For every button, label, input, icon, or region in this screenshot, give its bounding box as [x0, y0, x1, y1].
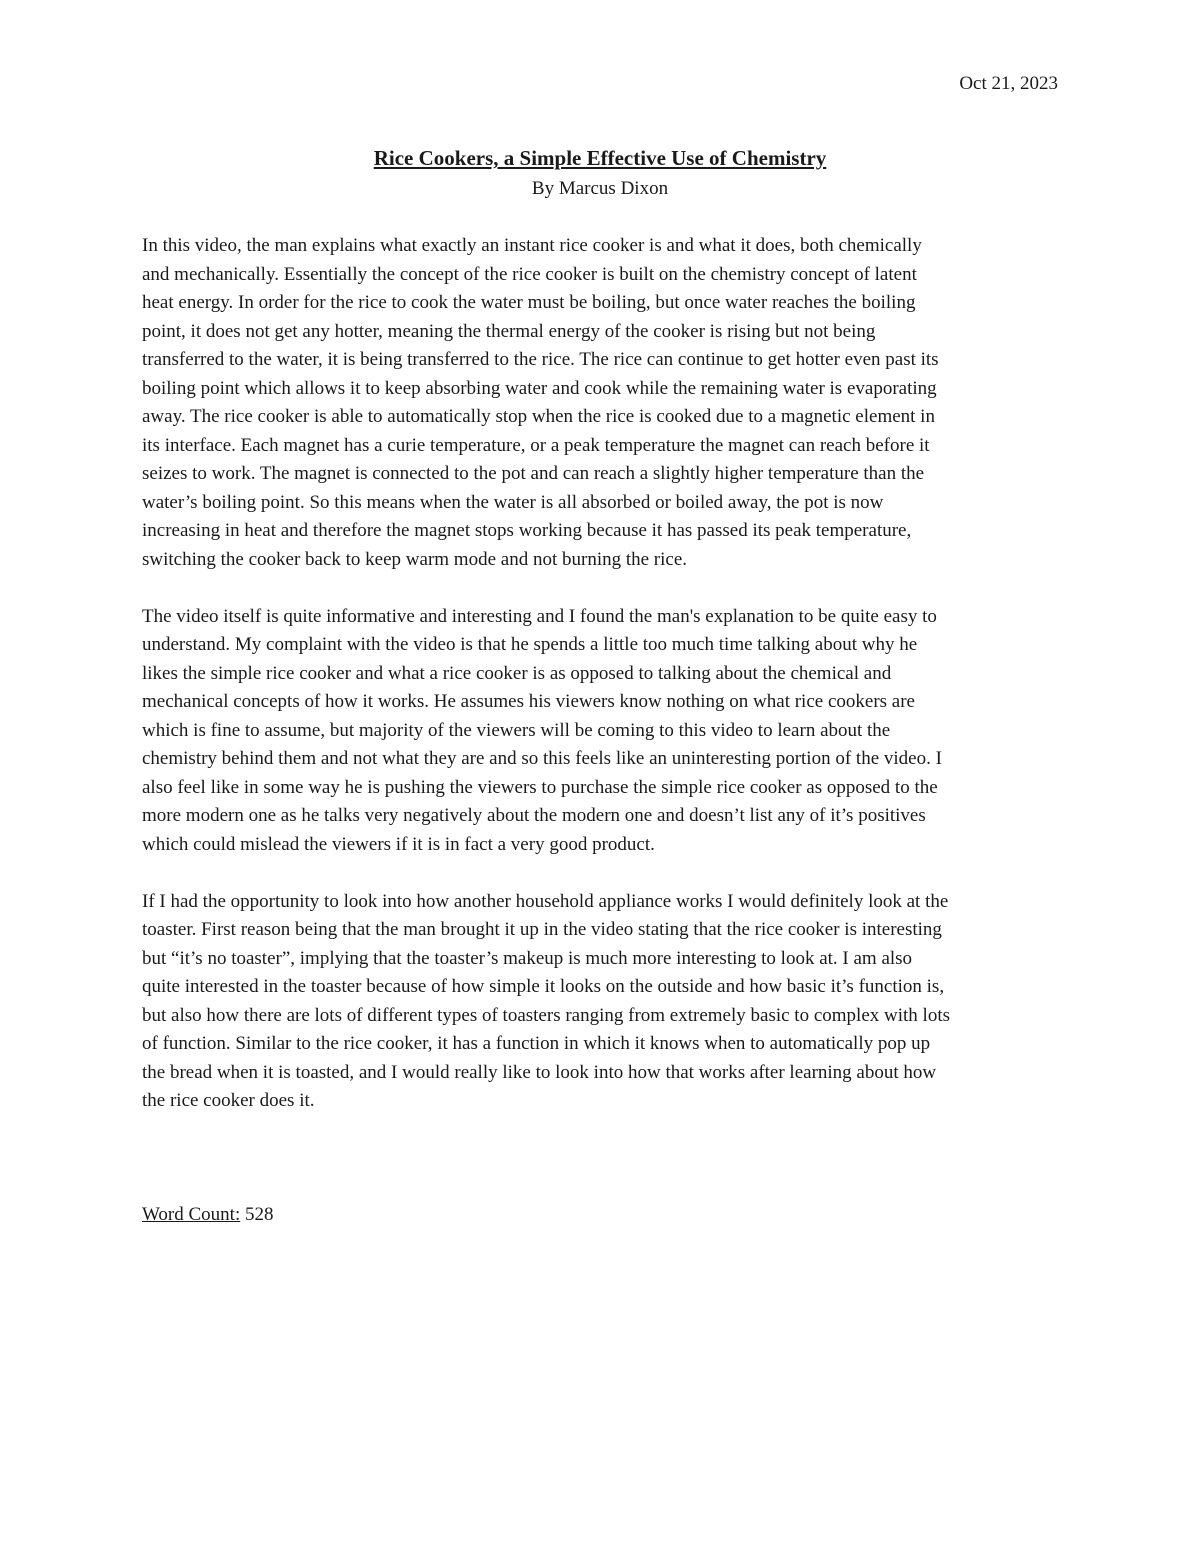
paragraph-line: If I had the opportunity to look into how another household appliance works I would definitely look at the: [142, 890, 949, 912]
paragraph-line: the bread when it is toasted, and I would really like to look into how that works after learning about how: [142, 1061, 937, 1083]
paragraph-line: boiling point which allows it to keep absorbing water and cook while the remaining water is evaporating: [142, 377, 937, 399]
paragraph-line: which is fine to assume, but majority of the viewers will be coming to this video to learn about the: [142, 719, 891, 741]
paragraph-line: increasing in heat and therefore the magnet stops working because it has passed its peak temperature,: [142, 520, 912, 541]
paragraph-line: In this video, the man explains what exactly an instant rice cooker is and what it does, both chemically: [142, 235, 922, 256]
body-paragraph: [142, 603, 1062, 860]
paragraph-line: of function. Similar to the rice cooker, it has a function in which it knows when to automatically pop up: [142, 1033, 931, 1054]
paragraph-line: also feel like in some way he is pushing the viewers to purchase the simple rice cooker as opposed to the: [142, 776, 938, 798]
paragraph-line: chemistry behind them and not what they are and so this feels like an uninteresting portion of the video. I: [142, 748, 942, 769]
word-count: [142, 1201, 273, 1229]
paragraph-line: transferred to the water, it is being transferred to the rice. The rice can continue to get hotter even past its: [142, 349, 939, 370]
paragraph-line: which could mislead the viewers if it is in fact a very good product.: [142, 833, 655, 855]
document-title: Rice Cookers, a Simple Effective Use of Chemistry: [373, 146, 827, 170]
word-count-label: Word Count:: [142, 1204, 241, 1225]
paragraph-line: away. The rice cooker is able to automatically stop when the rice is cooked due to a magnetic element in: [142, 406, 935, 427]
paragraph-line: mechanical concepts of how it works. He assumes his viewers know nothing on what rice cookers are: [142, 691, 915, 712]
body-paragraph: [142, 888, 1062, 1116]
body-paragraph: [142, 232, 1062, 574]
paragraph-line: understand. My complaint with the video is that he spends a little too much time talking about why he: [142, 634, 918, 655]
paragraph-line: point, it does not get any hotter, meaning the thermal energy of the cooker is rising but not being: [142, 320, 876, 342]
paragraph-line: its interface. Each magnet has a curie temperature, or a peak temperature the magnet can reach before it: [142, 434, 930, 456]
paragraph-line: The video itself is quite informative and interesting and I found the man's explanation to be quite easy to: [142, 605, 937, 627]
paragraph-line: quite interested in the toaster because of how simple it looks on the outside and how basic it’s function is,: [142, 976, 945, 997]
document-body: [142, 232, 1062, 1144]
paragraph-line: toaster. First reason being that the man brought it up in the video stating that the rice cooker is interesting: [142, 919, 942, 940]
paragraph-line: the rice cooker does it.: [142, 1090, 315, 1111]
paragraph-line: and mechanically. Essentially the concept of the rice cooker is built on the chemistry concept of latent: [142, 263, 917, 285]
paragraph-line: but “it’s no toaster”, implying that the toaster’s makeup is much more interesting to look at. I am also: [142, 947, 913, 969]
paragraph-line: but also how there are lots of different types of toasters ranging from extremely basic to complex with lots: [142, 1004, 950, 1026]
paragraph-line: heat energy. In order for the rice to cook the water must be boiling, but once water reaches the boiling: [142, 292, 916, 313]
paragraph-line: seizes to work. The magnet is connected to the pot and can reach a slightly higher temperature than the: [142, 463, 925, 484]
document-date: Oct 21, 2023: [959, 73, 1058, 94]
paragraph-line: more modern one as he talks very negatively about the modern one and doesn’t list any of it’s positives: [142, 805, 926, 826]
paragraph-line: water’s boiling point. So this means when the water is all absorbed or boiled away, the pot is now: [142, 491, 884, 513]
paragraph-line: switching the cooker back to keep warm mode and not burning the rice.: [142, 548, 688, 570]
word-count-value: 528: [244, 1204, 274, 1225]
paragraph-line: likes the simple rice cooker and what a rice cooker is as opposed to talking about the chemical and: [142, 662, 892, 684]
document-author: By Marcus Dixon: [531, 178, 669, 199]
